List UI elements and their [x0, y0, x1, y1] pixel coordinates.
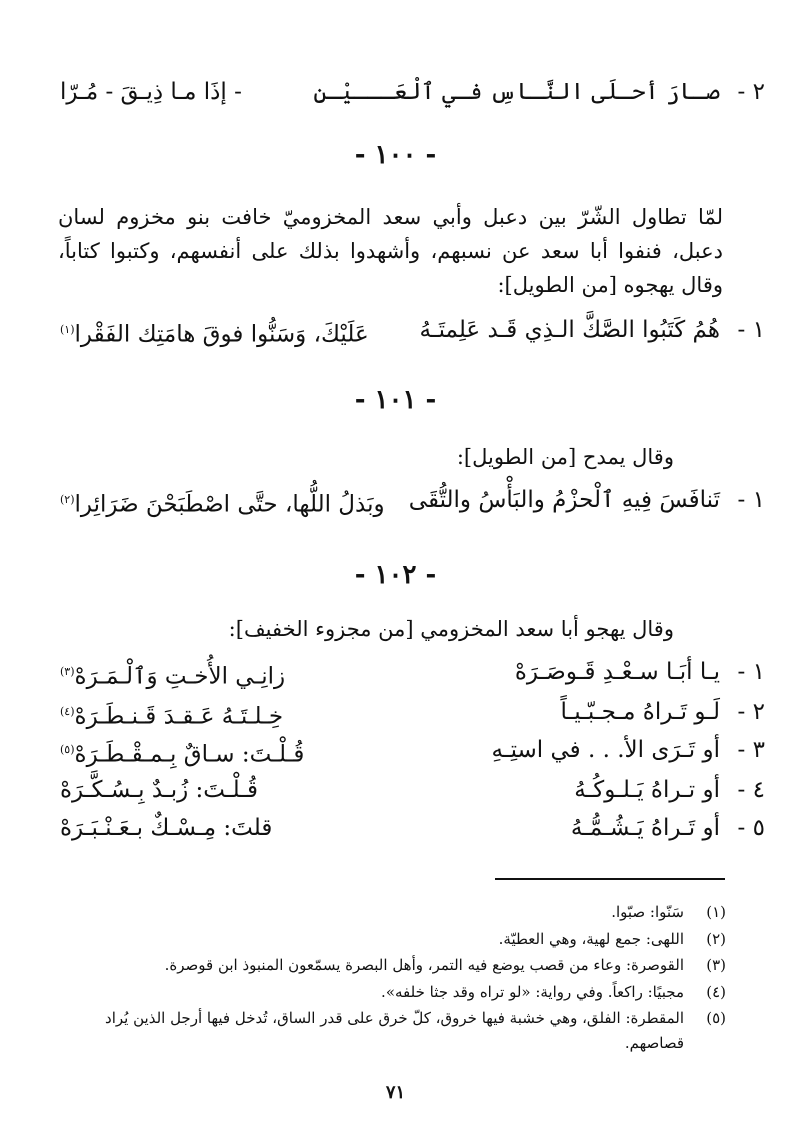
- verse-number: ١ -: [737, 487, 765, 513]
- verse-first-hemistich: هُمُ كَتَبُوا الصَّكَّ الـذِي قَـد عَلِمتَـهُ: [419, 317, 720, 343]
- footnote-text: القوصرة: وعاء من قصب يوضع فيه التمر، وأهل البصرة يسمّعون المنبوذ ابن قوصرة.: [164, 956, 684, 974]
- verse-line: [60, 652, 765, 692]
- verse-first-hemistich: أو تَـرَى الأ. . . في استِـهِ: [491, 737, 720, 763]
- verse-line: [60, 310, 765, 350]
- footnote-number: (٢): [706, 930, 726, 948]
- verse-second-hemistich: [60, 310, 390, 355]
- verse-second-hemistich-text: عَلَيْكَ، وَسَنُّوا فوقَ هامَتِك الفَقْرا: [74, 321, 369, 348]
- section-heading: - ١٠١ -: [354, 385, 437, 415]
- footnote: [58, 953, 724, 978]
- footnote: [58, 900, 724, 925]
- footnote-number: (١): [706, 903, 726, 921]
- footnote-number: (٥): [706, 1009, 726, 1027]
- footnote-number: (٤): [706, 983, 726, 1001]
- section-heading: - ١٠٢ -: [354, 560, 437, 590]
- verse-second-hemistich: [60, 652, 390, 697]
- verse-first-hemistich: أو تَـراهُ يَـشُـمُّـهُ: [570, 815, 720, 841]
- footnote-marker: (٢): [60, 493, 75, 506]
- verse-number: ٢ -: [737, 79, 765, 105]
- section-heading: - ١٠٠ -: [354, 140, 437, 170]
- verse-second-hemistich: [60, 730, 390, 775]
- footnote-marker: (٥): [60, 743, 75, 756]
- footnote: [58, 1006, 724, 1058]
- verse-line: [60, 480, 765, 520]
- verse-number: ٢ -: [737, 699, 765, 725]
- verse-first-hemistich: أو تـراهُ يَـلـوكُـهُ: [574, 777, 720, 803]
- footnote: [58, 927, 724, 952]
- footnote-text: المقطرة: الفلق، وهي خشبة فيها خروق، كلّ خرق على قدر الساق، تُدخل فيها أرجل الذين يُراد قصاصهم.: [105, 1009, 684, 1052]
- verse-line: [60, 72, 765, 112]
- verse-first-hemistich: يـا أبَـا سـعْـدِ قَـوصَـرَهْ: [514, 659, 720, 685]
- intro-line: وقال يهجو أبا سعد المخزومي [من مجزوء الخفيف]:: [228, 617, 674, 641]
- verse-number: ٣ -: [737, 737, 765, 763]
- footnote-divider: [495, 878, 725, 880]
- prose-paragraph: لمّا تطاول الشّرّ بين دعبل وأبي سعد المخزوميّ خافت بنو مخزوم لسان دعبل، فنفوا أبا سعد عن نسبهم، وأشهدوا بذلك على أنفسهم، وكتبوا كتاباً، وقال يهجوه [من الطويل]:: [58, 205, 723, 297]
- footnote-text: مجبيًا: راكعاً. وفي رواية: «لو تراه وقد جثا خلفه».: [381, 983, 684, 1001]
- verse-number: ١ -: [737, 659, 765, 685]
- intro-line: وقال يمدح [من الطويل]:: [456, 445, 674, 469]
- verse-line: [60, 770, 765, 810]
- verse-number: ١ -: [737, 317, 765, 343]
- footnote-text: سَنّوا: صبّوا.: [611, 903, 684, 921]
- verse-line: [60, 808, 765, 848]
- footnote-marker: (٤): [60, 705, 75, 718]
- verse-second-hemistich: [60, 480, 390, 525]
- verse-line: [60, 692, 765, 732]
- verse-second-hemistich-text: خِـلـتَـهُ عَـقـدَ قَـنـطَـرَهْ: [74, 703, 284, 730]
- verse-second-hemistich: - إذَا مـا ذِيـقَ - مُـرّا: [60, 79, 242, 105]
- verse-first-hemistich: صـارَ أحـلَى النَّـاسِ فـي ٱلْعَـــيْـنِ: [313, 79, 720, 105]
- verse-second-hemistich-text: وبَذلُ اللُّها، حتَّى اصْطَبَحْنَ ضَرَائِرا: [74, 491, 385, 518]
- page-number: ٧١: [385, 1082, 406, 1103]
- footnote-marker: (٣): [60, 665, 75, 678]
- footnote-number: (٣): [706, 956, 726, 974]
- verse-number: ٥ -: [737, 815, 765, 841]
- verse-second-hemistich: قلتَ: مِـسْـكٌ بـعَـنْـبَـرَهْ: [60, 815, 273, 841]
- verse-second-hemistich-text: قُـلْـتَ: سـاقٌ بِـمـقْـطَـرَهْ: [74, 741, 305, 768]
- verse-first-hemistich: تَنافَسَ فِيهِ ٱلْحزْمُ والبَأْسُ والتُّقَى: [408, 487, 720, 513]
- verse-first-hemistich: لَـو تَـراهُ مـجـبّـيـاً: [560, 699, 720, 725]
- verse-number: ٤ -: [737, 777, 765, 803]
- verse-second-hemistich-text: زانِـي الأُخـتِ وَٱلْـمَـرَهْ: [74, 663, 286, 690]
- verse-second-hemistich: قُـلْـتَ: زُبـدٌ بِـسُـكَّـرَهْ: [60, 777, 258, 803]
- verse-line: [60, 730, 765, 770]
- footnote-marker: (١): [60, 323, 75, 336]
- footnote-text: اللهى: جمع لهية، وهي العطيّة.: [498, 930, 684, 948]
- footnote: [58, 980, 724, 1005]
